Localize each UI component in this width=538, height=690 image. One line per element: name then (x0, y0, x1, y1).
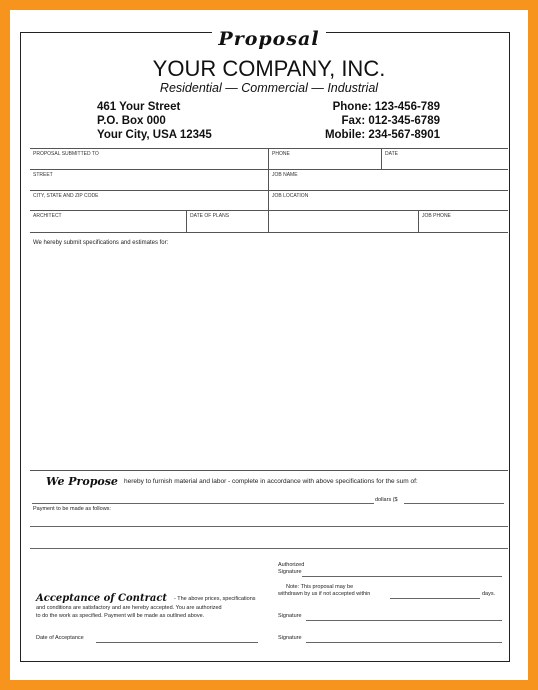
specifications-area[interactable] (30, 248, 508, 468)
company-address (97, 100, 212, 142)
payment-line[interactable] (30, 548, 508, 549)
company-tagline: Residential — Commercial — Industrial (159, 81, 379, 95)
address-line-3: Your City, USA 12345 (97, 129, 212, 141)
dollars-label: dollars ($ (375, 497, 398, 503)
note-text-2: withdrawn by us if not accepted within (278, 591, 371, 597)
grid-divider (268, 148, 269, 232)
grid-divider (186, 210, 187, 232)
we-propose-heading: We Propose (46, 475, 118, 488)
grid-line (30, 169, 508, 170)
signature-label-3: Signature (278, 635, 302, 641)
grid-line (30, 148, 508, 149)
days-label: days. (482, 591, 496, 597)
address-line-1: 461 Your Street (97, 101, 181, 113)
field-city[interactable]: CITY, STATE AND ZIP CODE (33, 193, 99, 199)
grid-divider (418, 210, 419, 232)
date-of-acceptance-label: Date of Acceptance (36, 635, 84, 641)
section-divider (30, 470, 508, 471)
field-date-of-plans[interactable]: DATE OF PLANS (190, 213, 230, 219)
grid-divider (381, 148, 382, 169)
grid-line (30, 232, 508, 233)
grid-line (30, 210, 508, 211)
payment-line[interactable] (30, 526, 508, 527)
specifications-label: We hereby submit specifications and estimates for: (33, 240, 169, 246)
note-text: Note: This proposal may be (286, 584, 354, 590)
signature-label: Signature (278, 569, 302, 575)
field-job-location[interactable]: JOB LOCATION (272, 193, 309, 199)
date-of-acceptance-line[interactable] (96, 642, 258, 643)
grid-line (30, 190, 508, 191)
signature-label-2: Signature (278, 613, 302, 619)
field-job-phone[interactable]: JOB PHONE (422, 213, 451, 219)
field-architect[interactable]: ARCHITECT (33, 213, 62, 219)
acceptance-text-2: and conditions are satisfactory and are hereby accepted. You are authorized (36, 605, 222, 611)
field-proposal-to[interactable]: PROPOSAL SUBMITTED TO (33, 151, 99, 157)
sum-line[interactable] (32, 503, 374, 504)
address-line-2: P.O. Box 000 (97, 115, 166, 127)
days-line[interactable] (390, 598, 480, 599)
fax-line: Fax: 012-345-6789 (341, 115, 440, 127)
company-name: YOUR COMPANY, INC. (152, 56, 386, 81)
acceptance-text-3: to do the work as specified. Payment will be made as outlined above. (36, 613, 205, 619)
dollars-line[interactable] (404, 503, 504, 504)
field-job-name[interactable]: JOB NAME (272, 172, 298, 178)
mobile-line: Mobile: 234-567-8901 (324, 129, 440, 141)
payment-label: Payment to be made as follows: (33, 506, 111, 512)
acceptance-text-1: - The above prices, specifications (174, 596, 256, 602)
company-contacts (325, 100, 440, 142)
signature-line-2[interactable] (306, 620, 502, 621)
field-date[interactable]: DATE (385, 151, 398, 157)
signature-line-3[interactable] (306, 642, 502, 643)
field-phone[interactable]: PHONE (272, 151, 290, 157)
authorized-signature-line[interactable] (302, 576, 502, 577)
proposal-title: Proposal (0, 28, 538, 50)
field-street[interactable]: STREET (33, 172, 53, 178)
phone-line: Phone: 123-456-789 (332, 101, 440, 113)
we-propose-text: hereby to furnish material and labor - complete in accordance with above specifications for the sum of: (124, 478, 418, 485)
authorized-label: Authorized (278, 562, 305, 568)
acceptance-heading: Acceptance of Contract (36, 593, 168, 604)
